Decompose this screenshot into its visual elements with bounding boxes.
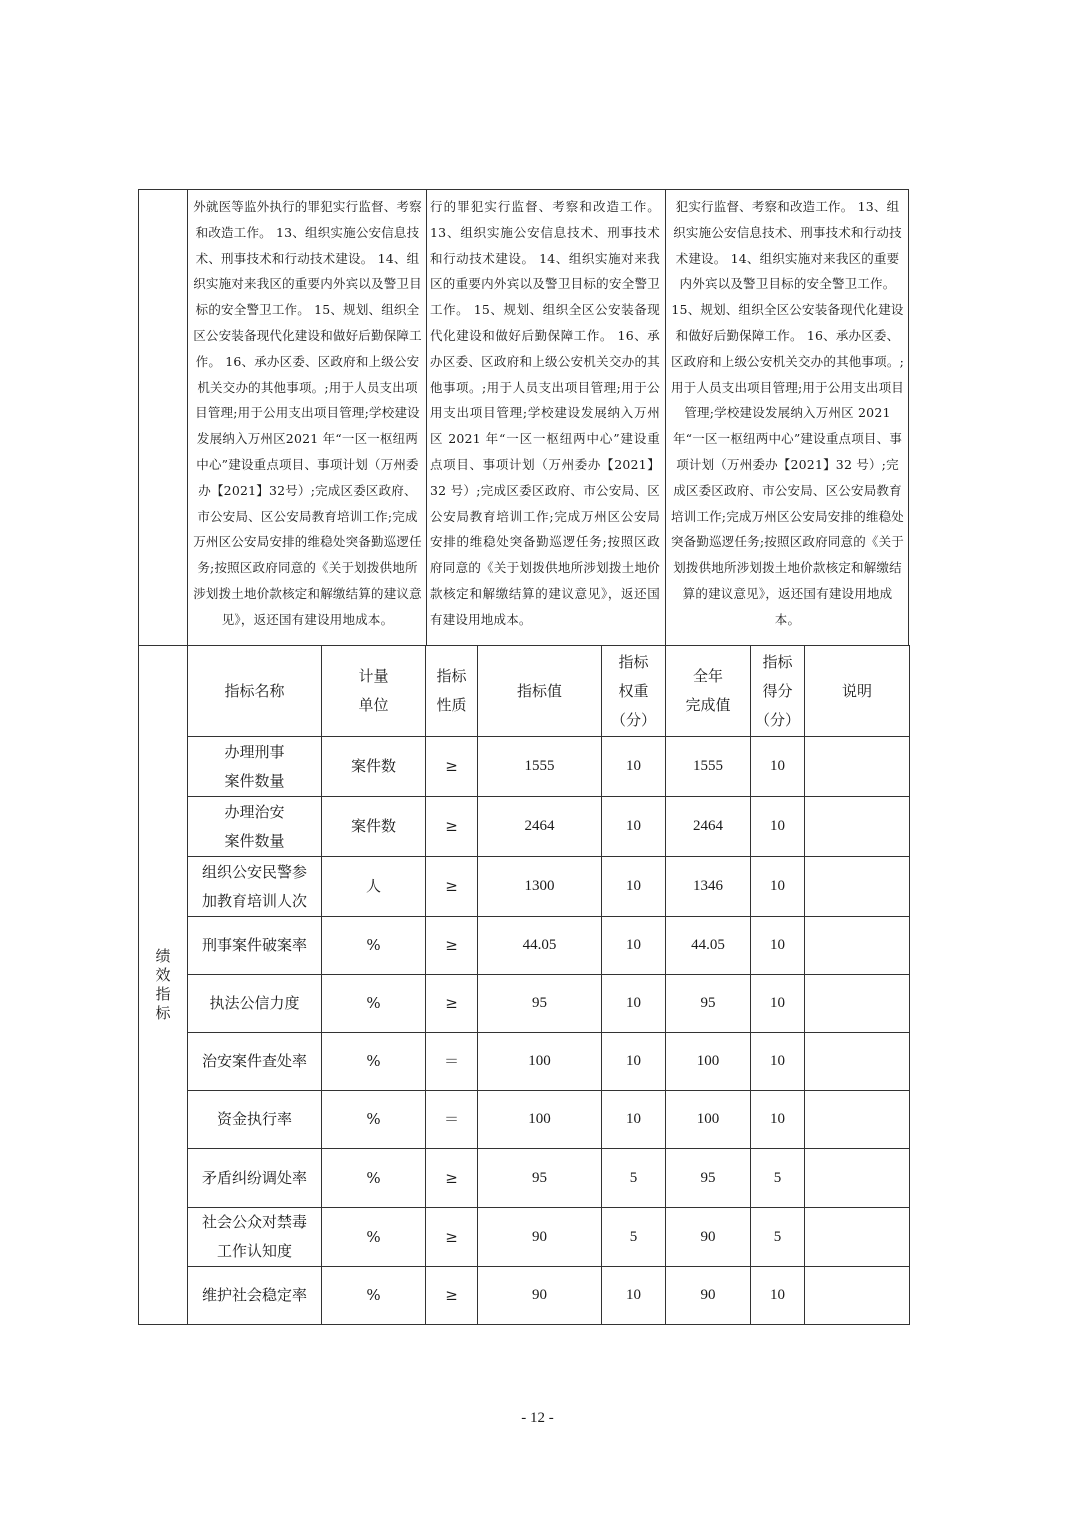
unit-cell	[322, 1267, 426, 1325]
header-text: 完成值	[685, 696, 731, 714]
column-divider	[426, 190, 427, 645]
nature-text: ≥	[445, 877, 458, 895]
task-description-block	[138, 189, 909, 646]
task-text-column-3: 犯实行监督、考察和改造工作。 13、组织实施公安信息技术、刑事技术和行动技术建设。 14、组织实施对来我区的重要内外宾以及警卫目标的安全警卫工作。 15、规划、组织全区公安装备现代化建设和做好后勤保障工作。 16、承办区委、区政府和上级公安机关交办的其他事项。;用于人员支出项目管理;用于公用支出项目管理;学校建设发展纳入万州区 2021 年“一区一枢纽两中心”建设重点项目、事项计划（万州委办【2021】32 号）;完成区委区政府、市公安局、区公安局教育培训工作;完成万州区公安局安排的维稳处突备勤巡逻任务;按照区政府同意的《关于划拨供地所涉划拨土地价款核定和解缴结算的建议意见》，返还国有建设用地成本。	[670, 199, 904, 627]
unit-text: 案件数	[350, 817, 396, 835]
weight-cell	[602, 1091, 666, 1149]
header-text: 性质	[436, 696, 467, 714]
nature-text: ≥	[445, 1227, 458, 1246]
header-text: 指标值	[516, 681, 562, 700]
actual-value-cell	[666, 797, 751, 857]
target-value-cell	[478, 917, 602, 975]
actual-value-text: 100	[696, 1111, 720, 1127]
unit-text: 人	[365, 877, 381, 895]
target-value-cell	[478, 857, 602, 917]
nature-text: ≥	[445, 936, 458, 954]
indicator-name: 执法公信力度	[209, 994, 300, 1012]
nature-cell	[426, 975, 478, 1033]
score-cell	[751, 1091, 805, 1149]
note-cell	[805, 975, 910, 1033]
score-cell	[751, 975, 805, 1033]
actual-value-text: 95	[700, 995, 716, 1011]
target-value-cell	[478, 737, 602, 797]
nature-text: ≥	[445, 1286, 458, 1304]
nature-text: ＝	[443, 1110, 459, 1128]
unit-cell	[322, 975, 426, 1033]
nature-cell	[426, 797, 478, 857]
target-value-cell	[478, 1033, 602, 1091]
target-value-text: 1300	[524, 878, 555, 894]
unit-cell	[322, 1208, 426, 1267]
header-text: 单位	[358, 696, 389, 714]
score-cell	[751, 797, 805, 857]
performance-indicators-table	[138, 645, 910, 1325]
score-cell	[751, 917, 805, 975]
actual-value-text: 2464	[693, 818, 723, 834]
score-cell	[751, 737, 805, 797]
target-value-cell	[478, 975, 602, 1033]
weight-text: 10	[626, 995, 641, 1011]
unit-cell	[322, 857, 426, 917]
page-number: - 12 -	[521, 1410, 554, 1426]
table-row	[139, 857, 910, 917]
unit-text: %	[366, 994, 381, 1012]
unit-cell	[322, 1033, 426, 1091]
nature-text: ≥	[445, 757, 458, 775]
indicator-name: 维护社会稳定率	[201, 1286, 307, 1304]
note-cell	[805, 1267, 910, 1325]
weight-cell	[602, 975, 666, 1033]
unit-text: %	[366, 1227, 381, 1246]
nature-cell	[426, 1149, 478, 1208]
actual-value-cell	[666, 737, 751, 797]
actual-value-text: 44.05	[691, 937, 725, 953]
note-cell	[805, 1208, 910, 1267]
score-text: 10	[770, 1287, 785, 1303]
unit-cell	[322, 1149, 426, 1208]
score-cell	[751, 857, 805, 917]
score-text: 10	[770, 995, 785, 1011]
score-text: 10	[770, 1111, 785, 1127]
weight-cell	[602, 857, 666, 917]
indicator-name-cell	[188, 797, 322, 857]
actual-value-text: 90	[700, 1228, 716, 1245]
note-cell	[805, 1149, 910, 1208]
weight-text: 10	[626, 878, 641, 894]
side-label-cell	[139, 646, 188, 1325]
indicator-name-cell	[188, 857, 322, 917]
actual-value-text: 100	[696, 1053, 720, 1069]
header-note	[805, 646, 910, 737]
actual-value-text: 95	[700, 1169, 716, 1186]
indicator-name-line2: 加教育培训人次	[201, 891, 307, 910]
actual-value-cell	[666, 1267, 751, 1325]
indicator-name-cell	[188, 1267, 322, 1325]
unit-cell	[322, 917, 426, 975]
indicator-name-cell	[188, 1033, 322, 1091]
unit-cell	[322, 797, 426, 857]
task-text-column-1: 外就医等监外执行的罪犯实行监督、考察和改造工作。 13、组织实施公安信息技术、刑事技术和行动技术建设。 14、组织实施对来我区的重要内外宾以及警卫目标的安全警卫工作。 15、规划、组织全区公安装备现代化建设和做好后勤保障工作。 16、承办区委、区政府和上级公安机关交办的其他事项。;用于人员支出项目管理;用于公用支出项目管理;学校建设发展纳入万州区2021 年“一区一枢纽两中心”建设重点项目、事项计划（万州委办【2021】32号）;完成区委区政府、市公安局、区公安局教育培训工作;完成万州区公安局安排的维稳处突备勤巡逻任务;按照区政府同意的《关于划拨供地所涉划拨土地价款核定和解缴结算的建议意见》，返还国有建设用地成本。	[193, 199, 422, 627]
header-nature	[426, 646, 478, 737]
table-header-row	[139, 646, 910, 737]
header-text: （分）	[754, 710, 800, 729]
nature-text: ≥	[445, 817, 458, 835]
target-value-text: 95	[532, 1169, 547, 1186]
score-text: 10	[770, 818, 785, 834]
header-text: 全年	[692, 667, 723, 685]
target-value-text: 90	[532, 1228, 547, 1245]
note-cell	[805, 1091, 910, 1149]
actual-value-text: 1346	[693, 878, 723, 894]
score-text: 10	[770, 1053, 785, 1069]
indicator-name-line2: 案件数量	[224, 831, 285, 850]
actual-value-cell	[666, 857, 751, 917]
nature-cell	[426, 1091, 478, 1149]
unit-text: 案件数	[350, 757, 396, 775]
actual-value-cell	[666, 1033, 751, 1091]
table-row	[139, 1033, 910, 1091]
table-row	[139, 1149, 910, 1208]
header-weight	[602, 646, 666, 737]
unit-text: %	[366, 1052, 381, 1070]
note-cell	[805, 917, 910, 975]
indicator-name: 办理刑事	[224, 742, 285, 761]
table-row	[139, 1091, 910, 1149]
score-cell	[751, 1208, 805, 1267]
actual-value-cell	[666, 1091, 751, 1149]
unit-text: %	[366, 1168, 381, 1187]
actual-value-cell	[666, 1208, 751, 1267]
weight-cell	[602, 917, 666, 975]
target-value-text: 44.05	[522, 937, 557, 953]
score-cell	[751, 1149, 805, 1208]
target-value-text: 100	[528, 1053, 551, 1069]
unit-cell	[322, 1091, 426, 1149]
weight-text: 10	[626, 1053, 641, 1069]
target-value-cell	[478, 1149, 602, 1208]
score-text: 5	[773, 1169, 782, 1186]
unit-text: %	[366, 1286, 381, 1304]
table-row	[139, 975, 910, 1033]
weight-text: 5	[629, 1228, 638, 1245]
weight-text: 10	[626, 758, 641, 774]
target-value-cell	[478, 1208, 602, 1267]
note-cell	[805, 737, 910, 797]
weight-text: 10	[626, 818, 641, 834]
unit-text: %	[366, 1110, 381, 1128]
score-text: 10	[770, 878, 785, 894]
weight-text: 10	[626, 1287, 641, 1303]
target-value-cell	[478, 797, 602, 857]
task-text-column-2: 行的罪犯实行监督、考察和改造工作。 13、组织实施公安信息技术、刑事技术和行动技术建设。 14、组织实施对来我区的重要内外宾以及警卫目标的安全警卫工作。 15、规划、组织全区公安装备现代化建设和做好后勤保障工作。 16、承办区委、区政府和上级公安机关交办的其他事项。;用于人员支出项目管理;用于公用支出项目管理;学校建设发展纳入万州区 2021 年“一区一枢纽两中心”建设重点项目、事项计划（万州委办【2021】32 号）;完成区委区政府、市公安局、区公安局教育培训工作;完成万州区公安局安排的维稳处突备勤巡逻任务;按照区政府同意的《关于划拨供地所涉划拨土地价款核定和解缴结算的建议意见》，返还国有建设用地成本。	[430, 199, 660, 627]
indicator-name: 矛盾纠纷调处率	[201, 1168, 307, 1187]
indicator-name-line2: 工作认知度	[216, 1242, 292, 1260]
nature-cell	[426, 1267, 478, 1325]
target-value-cell	[478, 1091, 602, 1149]
weight-text: 5	[629, 1169, 638, 1186]
unit-cell	[322, 737, 426, 797]
header-text: 权重	[618, 681, 649, 700]
score-cell	[751, 1033, 805, 1091]
score-text: 10	[770, 937, 785, 953]
weight-cell	[602, 1267, 666, 1325]
header-text: 指标	[762, 652, 793, 671]
actual-value-text: 1555	[693, 758, 723, 774]
indicator-name-cell	[188, 1149, 322, 1208]
note-cell	[805, 857, 910, 917]
indicator-name-cell	[188, 1208, 322, 1267]
weight-text: 10	[626, 1111, 641, 1127]
weight-cell	[602, 1149, 666, 1208]
score-cell	[751, 1267, 805, 1325]
nature-cell	[426, 1033, 478, 1091]
column-divider	[187, 190, 188, 645]
nature-cell	[426, 1208, 478, 1267]
header-text: （分）	[610, 710, 656, 729]
actual-value-cell	[666, 975, 751, 1033]
indicator-name-cell	[188, 917, 322, 975]
table-row	[139, 797, 910, 857]
header-text: 指标	[436, 667, 467, 685]
indicator-name: 刑事案件破案率	[201, 936, 307, 954]
note-cell	[805, 797, 910, 857]
actual-value-cell	[666, 917, 751, 975]
score-text: 10	[770, 758, 785, 774]
weight-text: 10	[626, 937, 641, 953]
indicator-name: 办理治安	[224, 802, 285, 821]
weight-cell	[602, 1033, 666, 1091]
indicator-name-cell	[188, 975, 322, 1033]
indicator-name-line2: 案件数量	[224, 771, 285, 790]
side-label: 绩效指标	[155, 947, 171, 1022]
actual-value-text: 90	[700, 1287, 716, 1303]
header-text: 指标	[618, 652, 649, 671]
column-divider	[665, 190, 666, 645]
target-value-text: 1555	[524, 758, 555, 774]
header-target	[478, 646, 602, 737]
table-row	[139, 737, 910, 797]
unit-text: %	[366, 936, 381, 954]
header-indicator-name	[188, 646, 322, 737]
nature-text: ≥	[445, 994, 458, 1012]
nature-cell	[426, 737, 478, 797]
actual-value-cell	[666, 1149, 751, 1208]
target-value-text: 100	[528, 1111, 551, 1127]
indicator-name-cell	[188, 737, 322, 797]
header-unit	[322, 646, 426, 737]
header-actual	[666, 646, 751, 737]
target-value-text: 2464	[524, 818, 555, 834]
target-value-text: 90	[532, 1287, 547, 1303]
indicator-name-cell	[188, 1091, 322, 1149]
nature-cell	[426, 857, 478, 917]
indicator-name: 资金执行率	[216, 1110, 292, 1128]
header-text: 指标名称	[224, 681, 285, 700]
header-text: 计量	[358, 667, 389, 685]
weight-cell	[602, 737, 666, 797]
indicator-name: 治安案件查处率	[201, 1052, 307, 1070]
nature-text: ≥	[445, 1168, 458, 1187]
target-value-cell	[478, 1267, 602, 1325]
weight-cell	[602, 797, 666, 857]
table-row	[139, 1267, 910, 1325]
nature-text: ＝	[443, 1052, 459, 1070]
score-text: 5	[773, 1228, 782, 1245]
note-cell	[805, 1033, 910, 1091]
indicator-name: 组织公安民警参	[201, 862, 307, 881]
table-row	[139, 1208, 910, 1267]
nature-cell	[426, 917, 478, 975]
header-text: 得分	[762, 681, 793, 700]
weight-cell	[602, 1208, 666, 1267]
header-text: 说明	[841, 681, 872, 700]
header-score	[751, 646, 805, 737]
indicator-name: 社会公众对禁毒	[201, 1213, 307, 1231]
target-value-text: 95	[532, 995, 547, 1011]
table-row	[139, 917, 910, 975]
